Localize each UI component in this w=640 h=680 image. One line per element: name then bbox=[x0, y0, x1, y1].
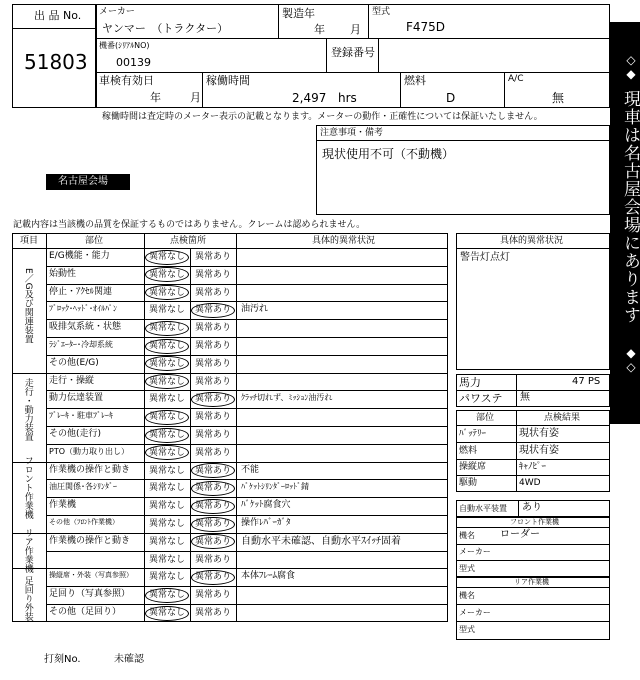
result-label-cab: 操縦席 bbox=[459, 462, 487, 472]
row-selection-circle bbox=[145, 606, 189, 621]
row-ok-option: 異常なし bbox=[149, 323, 186, 334]
rear-implement-name-label: 機名 bbox=[459, 591, 475, 600]
row-part: 足回り（写真参照） bbox=[49, 589, 131, 600]
col-detail-header: 具体的異常状況 bbox=[312, 236, 376, 246]
row-selection-circle bbox=[145, 428, 189, 443]
row-ok-option: 異常なし bbox=[149, 252, 186, 262]
row-selection-circle bbox=[145, 285, 189, 300]
row-ok-option: 異常なし bbox=[149, 501, 186, 512]
year-unit: 年 bbox=[314, 23, 325, 36]
row-ok-option: 異常なし bbox=[149, 483, 186, 494]
group-label-drive: 走行・動力装置 bbox=[22, 378, 33, 441]
row-ok-option: 異常なし bbox=[149, 430, 186, 440]
row-detail: 油汚れ bbox=[241, 304, 269, 315]
ac-value: 無 bbox=[552, 91, 565, 105]
row-part: その他(E/G) bbox=[49, 357, 99, 368]
col-check-header: 点検箇所 bbox=[170, 236, 207, 246]
row-part: ﾌﾞﾚｰｷ・駐車ﾌﾞﾚｰｷ bbox=[49, 411, 113, 421]
front-implement-name-value: ローダー bbox=[500, 529, 540, 540]
fuel-label: 燃料 bbox=[404, 74, 426, 87]
inspection-month: 月 bbox=[190, 91, 201, 104]
row-selection-circle bbox=[191, 481, 235, 496]
spec-label-powersteer: パワステ bbox=[459, 392, 503, 405]
row-detail: 操作ﾚﾊﾞｰｶﾞﾀ bbox=[241, 518, 291, 528]
notes-label: 注意事項・備考 bbox=[320, 128, 384, 138]
row-ok-option: 異常なし bbox=[149, 590, 186, 601]
ac-label: A/C bbox=[508, 74, 524, 84]
front-implement-header: フロント作業機 bbox=[510, 518, 559, 526]
model-value: F475D bbox=[406, 20, 446, 34]
row-ng-option: 異常あり bbox=[195, 323, 232, 334]
result-label-fuel: 燃料 bbox=[459, 446, 478, 456]
registration-label: 登録番号 bbox=[331, 46, 375, 59]
row-part: その他（足回り） bbox=[49, 607, 122, 617]
row-ng-option: 異常あり bbox=[195, 483, 232, 494]
hours-disclaimer: 稼働時間は査定時のメーター表示の記載となります。メーターの動作・正確性については保証いたしません。 bbox=[102, 112, 543, 122]
year-label: 製造年 bbox=[282, 7, 315, 20]
row-ng-option: 異常あり bbox=[195, 501, 232, 512]
row-selection-circle bbox=[191, 463, 235, 478]
right-detail-header: 具体的異常状況 bbox=[500, 236, 564, 246]
result-value-fuel: 現状有姿 bbox=[519, 445, 559, 456]
result-value-drive: 4WD bbox=[519, 478, 541, 488]
result-value-battery: 現状有姿 bbox=[519, 428, 559, 439]
row-ok-option: 異常なし bbox=[149, 554, 186, 565]
row-ok-option: 異常なし bbox=[149, 341, 186, 351]
row-ok-option: 異常なし bbox=[149, 519, 186, 529]
row-part: 吸排気系統・状態 bbox=[49, 322, 122, 333]
row-ng-option: 異常あり bbox=[195, 536, 232, 547]
row-selection-circle bbox=[191, 570, 235, 585]
row-ng-option: 異常あり bbox=[195, 447, 232, 458]
auto-level-value: あり bbox=[522, 502, 542, 513]
spec-label-hp: 馬力 bbox=[459, 376, 481, 389]
spec-value-powersteer: 無 bbox=[520, 392, 530, 403]
row-ng-option: 異常あり bbox=[195, 394, 232, 405]
row-selection-circle bbox=[191, 517, 235, 532]
lot-number: 51803 bbox=[24, 50, 88, 74]
row-selection-circle bbox=[145, 410, 189, 425]
front-implement-maker-label: メーカー bbox=[459, 547, 491, 556]
group-label-rear: リア作業機 bbox=[22, 528, 33, 573]
row-part: その他(走行) bbox=[49, 429, 102, 439]
row-ok-option: 異常なし bbox=[149, 465, 186, 476]
row-ng-option: 異常あり bbox=[195, 465, 232, 476]
serial-label: 機番(ｼﾘｱﾙNO) bbox=[99, 41, 150, 50]
side-banner-top-mark: ◇◆ bbox=[624, 53, 638, 81]
result-value-cab: ｷｬﾉﾋﾟｰ bbox=[519, 462, 547, 472]
row-selection-circle bbox=[145, 588, 189, 603]
row-part: 作業機の操作と動き bbox=[49, 464, 131, 475]
row-part: 動力伝達装置 bbox=[49, 393, 104, 404]
row-part: その他（ﾌﾛﾝﾄ作業機） bbox=[49, 518, 119, 526]
row-selection-circle bbox=[191, 303, 235, 318]
rear-implement-header: リア作業機 bbox=[514, 578, 549, 586]
col-item-header: 項目 bbox=[20, 236, 39, 246]
row-part: PTO（動力取り出し） bbox=[49, 446, 130, 456]
row-ng-option: 異常あり bbox=[195, 252, 232, 262]
row-ng-option: 異常あり bbox=[195, 341, 232, 351]
row-ng-option: 異常あり bbox=[195, 572, 232, 583]
row-ok-option: 異常なし bbox=[149, 572, 186, 583]
row-ng-option: 異常あり bbox=[195, 412, 232, 423]
row-ok-option: 異常なし bbox=[149, 394, 186, 405]
row-ok-option: 異常なし bbox=[149, 447, 186, 458]
rear-implement-model-label: 型式 bbox=[459, 625, 475, 634]
rear-implement-maker-label: メーカー bbox=[459, 608, 491, 617]
row-part: ﾗｼﾞｴｰﾀｰ･冷却系統 bbox=[49, 340, 113, 349]
row-selection-circle bbox=[191, 392, 235, 407]
row-ok-option: 異常なし bbox=[149, 358, 186, 369]
row-ng-option: 異常あり bbox=[195, 430, 232, 440]
month-unit: 月 bbox=[350, 23, 361, 36]
notes-box bbox=[316, 125, 610, 215]
row-selection-circle bbox=[145, 321, 189, 336]
row-ng-option: 異常あり bbox=[195, 590, 232, 601]
row-ng-option: 異常あり bbox=[195, 269, 232, 280]
row-detail: ｸﾗｯﾁ切れず、ﾐｯｼｮﾝ油汚れ bbox=[241, 393, 333, 403]
col-part-header: 部位 bbox=[85, 236, 104, 246]
spec-value-hp: 47 PS bbox=[572, 376, 601, 387]
row-selection-circle bbox=[145, 250, 189, 265]
row-detail: 本体ﾌﾚｰﾑ腐食 bbox=[241, 571, 296, 582]
row-ok-option: 異常なし bbox=[149, 412, 186, 423]
row-ok-option: 異常なし bbox=[149, 305, 186, 316]
claim-disclaimer: 記載内容は当該機の品質を保証するものではありません。クレームは認められません。 bbox=[13, 220, 366, 230]
venue-badge-text: 名古屋会場 bbox=[58, 176, 108, 187]
group-label-undercarriage: 足回り外装 bbox=[22, 576, 33, 621]
row-detail: 不能 bbox=[241, 464, 260, 475]
row-ok-option: 異常なし bbox=[149, 376, 186, 387]
auto-level-label: 自動水平装置 bbox=[459, 504, 507, 513]
row-ok-option: 異常なし bbox=[149, 269, 186, 280]
row-part: 作業機 bbox=[49, 500, 77, 511]
result-label-drive: 駆動 bbox=[459, 478, 478, 488]
row-ng-option: 異常あり bbox=[195, 608, 232, 618]
lot-label: 出 品 No. bbox=[34, 9, 82, 22]
row-part: E/G機能・能力 bbox=[49, 251, 110, 261]
maker-value: ヤンマー （トラクター） bbox=[102, 22, 229, 35]
inspection-label: 車検有効日 bbox=[99, 74, 154, 87]
side-banner-text: 現車は名古屋会場にあります bbox=[620, 90, 640, 324]
row-selection-circle bbox=[145, 339, 189, 354]
row-selection-circle bbox=[145, 374, 189, 389]
row-ok-option: 異常なし bbox=[149, 536, 186, 547]
hours-label: 稼働時間 bbox=[206, 74, 250, 87]
result-label-battery: ﾊﾞｯﾃﾘｰ bbox=[459, 429, 487, 439]
row-ng-option: 異常あり bbox=[195, 554, 232, 565]
model-label: 型式 bbox=[372, 7, 391, 17]
right-detail-line1: 警告灯点灯 bbox=[460, 252, 510, 263]
front-implement-model-label: 型式 bbox=[459, 564, 475, 573]
row-part: 停止・ｱｸｾﾙ関連 bbox=[49, 286, 113, 297]
row-part: 油圧関係･各ｼﾘﾝﾀﾞｰ bbox=[49, 482, 117, 492]
maker-label: メーカー bbox=[99, 7, 135, 17]
inspection-year: 年 bbox=[150, 91, 161, 104]
row-detail: ﾊﾞｹｯﾄｼﾘﾝﾀﾞｰﾛｯﾄﾞ錆 bbox=[241, 482, 309, 492]
stamp-label: 打刻No. bbox=[44, 654, 81, 665]
hours-unit: hrs bbox=[338, 91, 357, 105]
row-detail: ﾊﾞｹｯﾄ腐食穴 bbox=[241, 500, 291, 511]
row-ng-option: 異常あり bbox=[195, 519, 232, 529]
side-banner-bottom-mark: ◆◇ bbox=[624, 346, 638, 374]
row-part: 作業機の操作と動き bbox=[49, 535, 131, 546]
row-part: ﾌﾞﾛｯｸ･ﾍｯﾄﾞ･ｵｲﾙﾊﾟﾝ bbox=[49, 304, 117, 314]
row-ng-option: 異常あり bbox=[195, 376, 232, 387]
results-part-header: 部位 bbox=[476, 413, 495, 423]
serial-value: 00139 bbox=[116, 56, 151, 69]
fuel-value: D bbox=[446, 91, 456, 105]
row-ok-option: 異常なし bbox=[149, 608, 186, 618]
row-selection-circle bbox=[191, 499, 235, 514]
stamp-value: 未確認 bbox=[114, 654, 144, 665]
row-part: 始動性 bbox=[49, 268, 77, 279]
group-label-front: フロント作業機 bbox=[22, 456, 33, 519]
group-label-engine: E／G及び関連装置 bbox=[22, 268, 33, 344]
results-result-header: 点検結果 bbox=[544, 413, 581, 423]
hours-value: 2,497 bbox=[292, 91, 327, 105]
row-detail: 自動水平未確認、自動水平ｽｲｯﾁ固着 bbox=[241, 535, 401, 547]
front-implement-name-label: 機名 bbox=[459, 531, 475, 540]
row-part: 走行・操縦 bbox=[49, 375, 95, 386]
row-ng-option: 異常あり bbox=[195, 305, 232, 316]
row-ng-option: 異常あり bbox=[195, 358, 232, 369]
row-ng-option: 異常あり bbox=[195, 287, 232, 298]
row-ok-option: 異常なし bbox=[149, 287, 186, 298]
row-part: 操縦席・外装（写真参照） bbox=[49, 571, 133, 580]
notes-text: 現状使用不可（不動機） bbox=[322, 147, 455, 161]
